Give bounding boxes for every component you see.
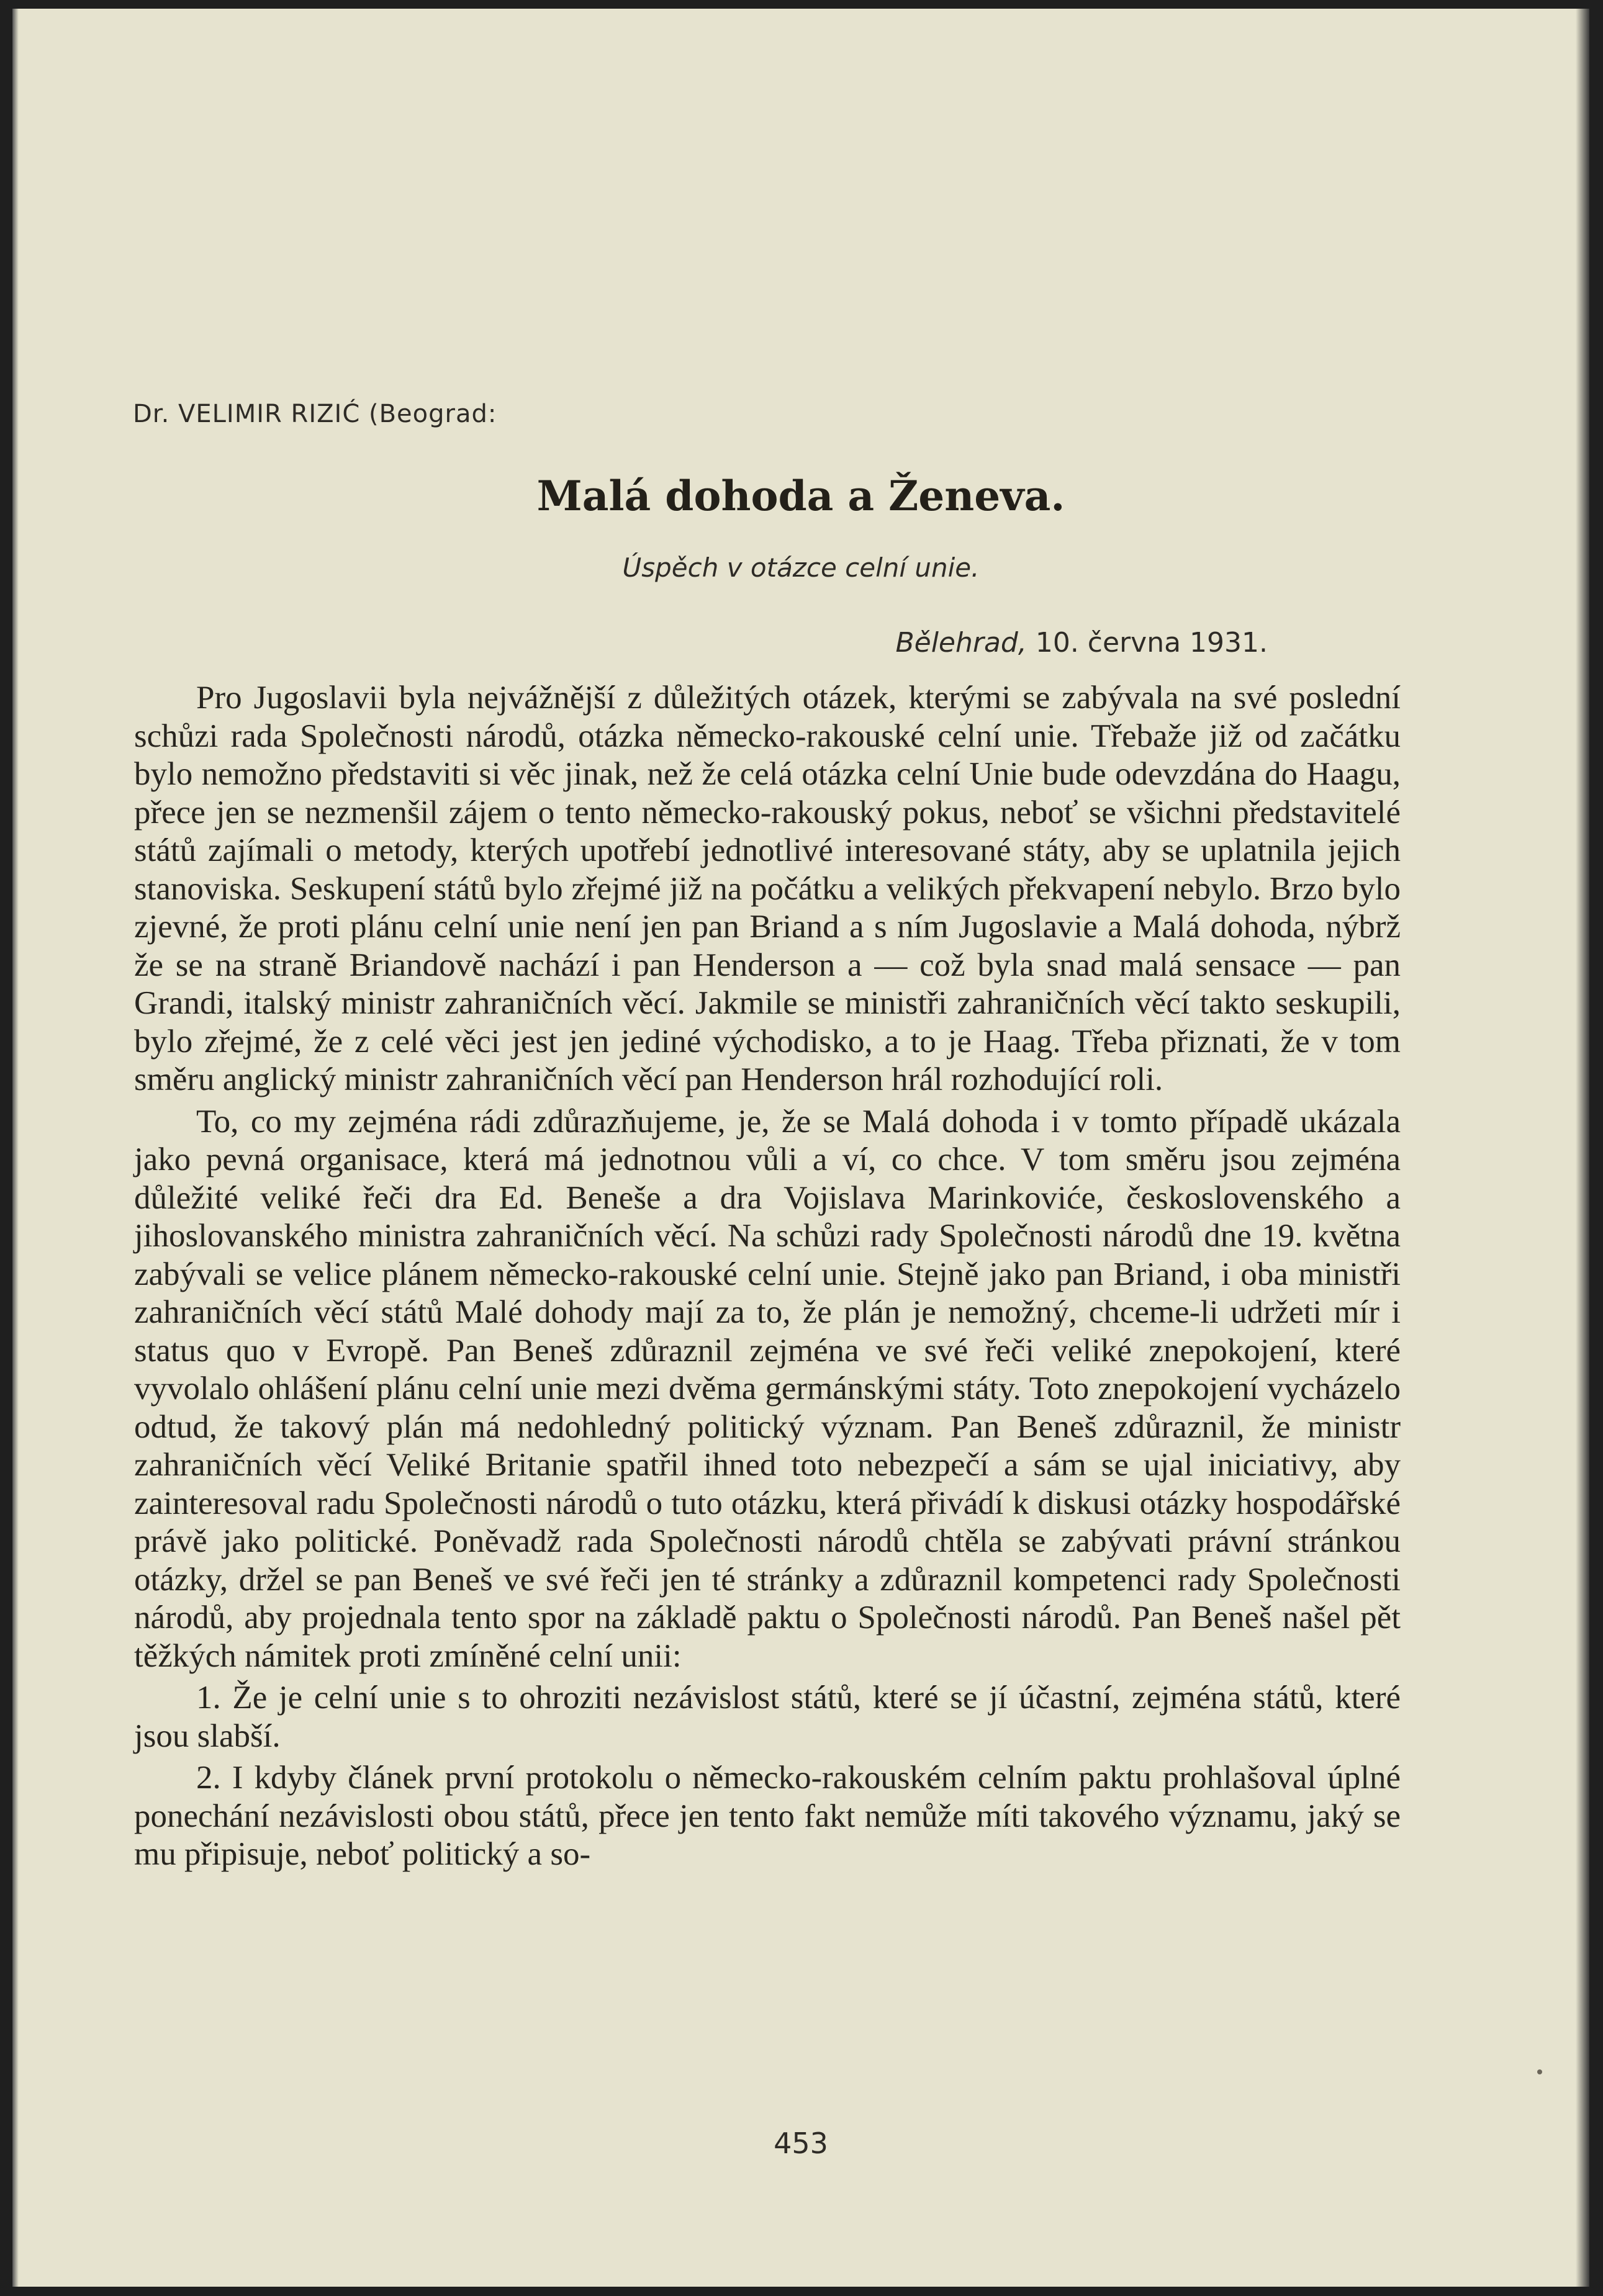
paragraph: To, co my zejména rádi zdůrazňujeme, je, že se Malá dohoda i v tomto případě ukázala jako pevná organisace, která má jednotnou vůli a ví, co chce. V tom směru jsou zejména důležité veliké řeči dra Ed. Beneše a dra Vojislava Marinkoviće, československého a jihoslovanského ministra zahraničních věcí. Na schůzi rady Společnosti národů dne 19. května zabývali se velice plánem německo-rakouské celní unie. Stejně jako pan Briand, i oba ministři zahraničních věcí států Malé dohody mají za to, že plán je nemožný, chceme-li udržeti mír i status quo v Evropě. Pan Beneš zdůraznil zejména ve své řeči veliké znepokojení, které vyvolalo ohlášení plánu celní unie mezi dvěma germánskými státy. Toto znepokojení vycházelo odtud, že takový plán má nedohledný politický význam. Pan Beneš zdůraznil, že ministr zahraničních věcí Veliké Britanie spatřil ihned toto nebezpečí a sám se ujal iniciativy, aby zainteresoval radu Společnosti národů o tuto otázku, která přivádí k diskusi otázky hospodářské právě jako politické. Poněvadž rada Společnosti národů chtěla se zabývati právní stránkou otázky, držel se pan Beneš ve své řeči jen té stránky a zdůraznil kompetenci rady Společnosti národů, aby projednala tento spor na základě paktu o Společnosti národů. Pan Beneš našel pět těžkých námitek proti zmíněné celní unii: [134, 1103, 1401, 1674]
scan-speck [1537, 2069, 1542, 2074]
paragraph: 1. Že je celní unie s to ohroziti nezávislost států, které se jí účastní, zejména států, které jsou slabší. [134, 1680, 1401, 1754]
article-subtitle: Úspěch v otázce celní unie. [622, 552, 980, 583]
dateline [895, 627, 1268, 659]
page-number: 453 [774, 2127, 828, 2160]
dateline-date: 10. června 1931. [1035, 627, 1268, 659]
article-body [134, 679, 1401, 1874]
paragraph: Pro Jugoslavii byla nejvážnější z důležitých otázek, kterými se zabývala na své poslední schůzi rada Společnosti národů, otázka německo-rakouské celní unie. Třebaže již od začátku bylo nemožno představiti si věc jinak, než že celá otázka celní Unie bude odevzdána do Haagu, přece jen se nezmenšil zájem o tento německo-rakouský pokus, neboť se všichni představitelé států zajímali o metody, kterých upotřebí jednotlivé interesované státy, aby se uplatnila jejich stanoviska. Seskupení států bylo zřejmé již na počátku a velikých překvapení nebylo. Brzo bylo zjevné, že proti plánu celní unie není jen pan Briand a s ním Jugoslavie a Malá dohoda, nýbrž že se na straně Briandově nachází i pan Henderson a — což byla snad malá sensace — pan Grandi, italský ministr zahraničních věcí. Jakmile se ministři zahraničních věcí takto seskupili, bylo zřejmé, že z celé věci jest jen jediné východisko, a to je Haag. Třeba přiznati, že v tom směru anglický ministr zahraničních věcí pan Henderson hrál rozhodující roli. [134, 680, 1401, 1097]
book-page [12, 9, 1589, 2287]
dateline-place: Bělehrad, [895, 627, 1027, 659]
article-title: Malá dohoda a Ženeva. [536, 472, 1065, 520]
author-line: Dr. VELIMIR RIZIĆ (Beograd: [133, 400, 497, 428]
paragraph: 2. I kdyby článek první protokolu o německo-rakouském celním paktu prohlašoval úplné ponechání nezávislosti obou států, přece jen tento fakt nemůže míti takového významu, jaký se mu připisuje, neboť politický a so- [134, 1760, 1401, 1872]
